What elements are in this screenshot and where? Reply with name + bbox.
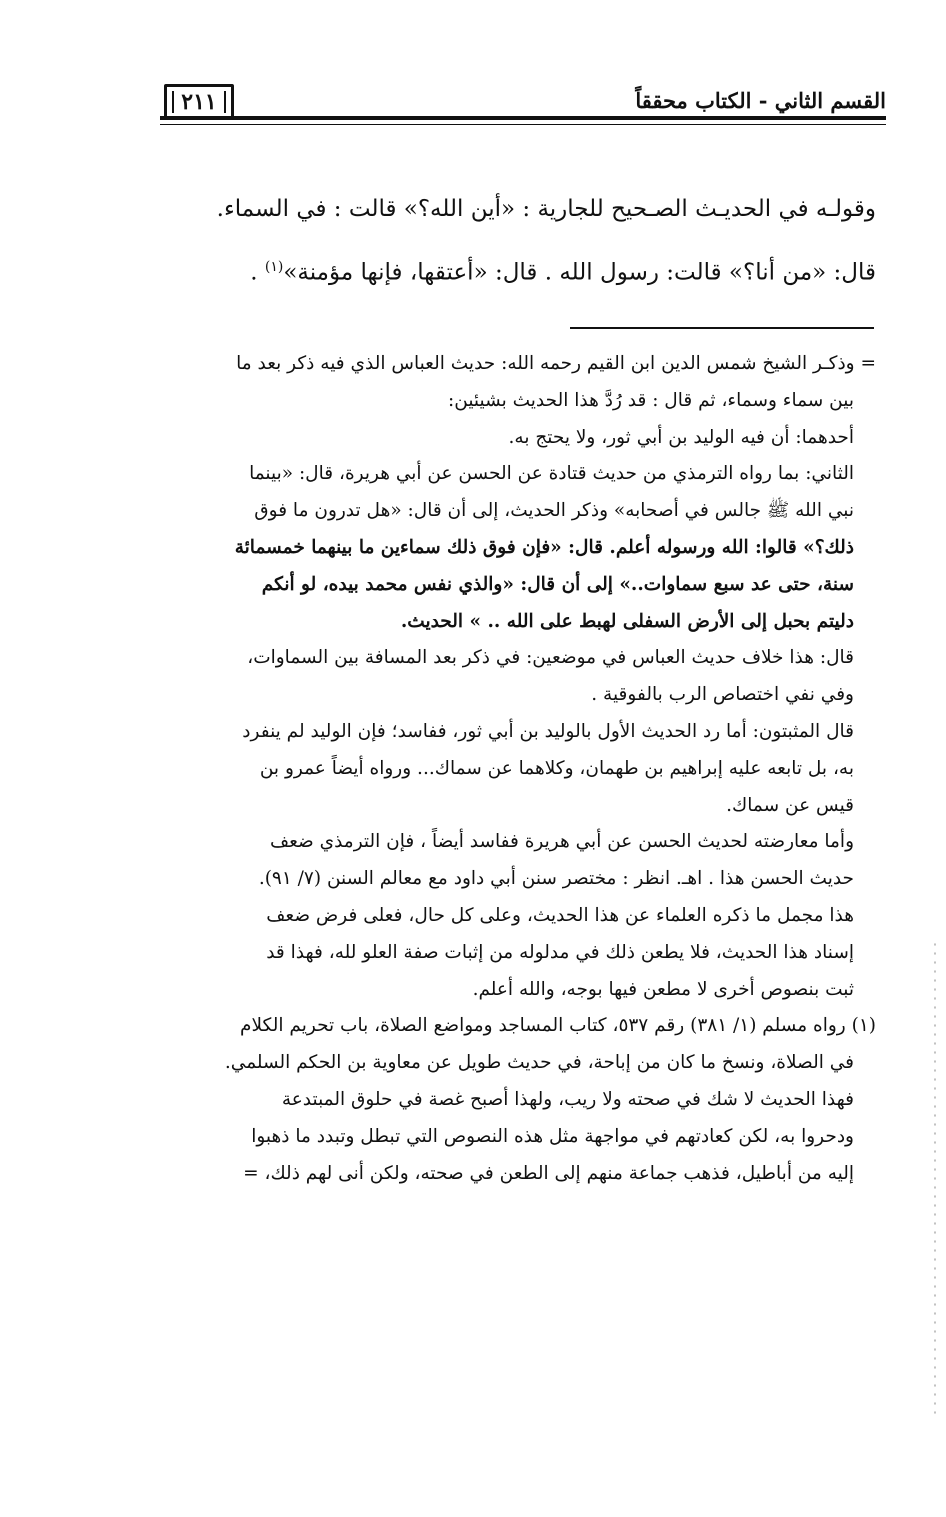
footnote-separator bbox=[570, 327, 874, 329]
page-number: ٢١١ bbox=[164, 84, 234, 120]
footnote-line: نبي الله ﷺ جالس في أصحابه» وذكر الحديث، إلى أن قال: «هل تدرون ما فوق bbox=[254, 500, 854, 522]
footnote-line: الثاني: بما رواه الترمذي من حديث قتادة عن الحسن عن أبي هريرة، قال: «بينما bbox=[249, 463, 854, 485]
footnote-line: في الصلاة، ونسخ ما كان من إباحة، في حديث طويل عن معاوية بن الحكم السلمي. bbox=[224, 1052, 854, 1074]
footnotes-block bbox=[150, 346, 876, 1192]
footnote-line: = وذكـر الشيخ شمس الدين ابن القيم رحمه الله: حديث العباس الذي فيه ذكر بعد ما bbox=[236, 353, 876, 374]
main-text-block bbox=[150, 180, 876, 302]
footnote-line: (١) رواه مسلم (١/ ٣٨١) رقم ٥٣٧، كتاب المساجد ومواضع الصلاة، باب تحريم الكلام bbox=[240, 1015, 876, 1037]
footnote-line: قال: هذا خلاف حديث العباس في موضعين: في ذكر بعد المسافة بين السماوات، bbox=[247, 647, 854, 669]
footnote-line: سنة، حتى عد سبع سماوات..» إلى أن قال: «والذي نفس محمد بيده، لو أنكم bbox=[261, 573, 854, 595]
main-line-2-text: قال: «من أنا؟» قالت: رسول الله . قال: «أعتقها، فإنها مؤمنة» bbox=[283, 259, 876, 286]
scan-edge-speckle bbox=[932, 940, 938, 1420]
footnote-line: حديث الحسن هذا . اهـ. انظر : مختصر سنن أبي داود مع معالم السنن (٧/ ٩١). bbox=[258, 868, 854, 890]
footnote-line: إليه من أباطيل، فذهب جماعة منهم إلى الطعن في صحته، ولكن أنى لهم ذلك، = bbox=[243, 1162, 854, 1184]
footnote-line: هذا مجمل ما ذكره العلماء عن هذا الحديث، وعلى كل حال، فعلى فرض ضعف bbox=[266, 904, 854, 926]
running-header-title: القسم الثاني - الكتاب محققاً bbox=[635, 88, 886, 113]
footnote-line: دليتم بحبل إلى الأرض السفلى لهبط على الله .. » الحديث. bbox=[400, 610, 854, 632]
footnote-marker: (١) bbox=[264, 259, 284, 275]
header-rule-thin bbox=[160, 124, 886, 125]
footnote-line: ودحروا به، لكن كعادتهم في مواجهة مثل هذه النصوص التي تبطل وتبدد ما ذهبوا bbox=[251, 1125, 854, 1147]
footnote-line: ثبت بنصوص أخرى لا مطعن فيها بوجه، والله أعلم. bbox=[472, 978, 854, 1000]
footnote-line: وفي نفي اختصاص الرب بالفوقية . bbox=[591, 684, 854, 706]
footnote-line: بين سماء وسماء، ثم قال : قد رُدَّ هذا الحديث بشيئين: bbox=[448, 389, 854, 411]
footnote-line: إسناد هذا الحديث، فلا يطعن ذلك في مدلوله من إثبات صفة العلو لله، فهذا قد bbox=[266, 941, 854, 963]
footnote-line: فهذا الحديث لا شك في صحته ولا ريب، ولهذا أصبح غصة في حلوق المبتدعة bbox=[281, 1088, 854, 1110]
footnote-line: قال المثبتون: أما رد الحديث الأول بالوليد بن أبي ثور، ففاسد؛ فإن الوليد لم ينفرد bbox=[242, 720, 854, 742]
footnote-line: أحدهما: أن فيه الوليد بن أبي ثور، ولا يحتج به. bbox=[508, 426, 854, 448]
footnote-line: ذلك؟» قالوا: الله ورسوله أعلم. قال: «فإن فوق ذلك سماءين ما بينهما خمسمائة bbox=[234, 536, 854, 558]
main-line-2: قال: «من أنا؟» قالت: رسول الله . قال: «أعتقها، فإنها مؤمنة»$^{(١)}$ . bbox=[250, 259, 876, 286]
main-line-1: وقولـه في الحديـث الصـحيح للجارية : «أين الله؟» قالت : في السماء. bbox=[216, 196, 876, 222]
footnote-line: وأما معارضته لحديث الحسن عن أبي هريرة ففاسد أيضاً ، فإن الترمذي ضعف bbox=[269, 831, 854, 853]
footnote-line: قيس عن سماك. bbox=[726, 794, 854, 816]
footnote-line: به، بل تابعه عليه إبراهيم بن طهمان، وكلاهما عن سماك... ورواه أيضاً عمرو بن bbox=[259, 757, 854, 779]
header-rule-thick bbox=[160, 116, 886, 120]
